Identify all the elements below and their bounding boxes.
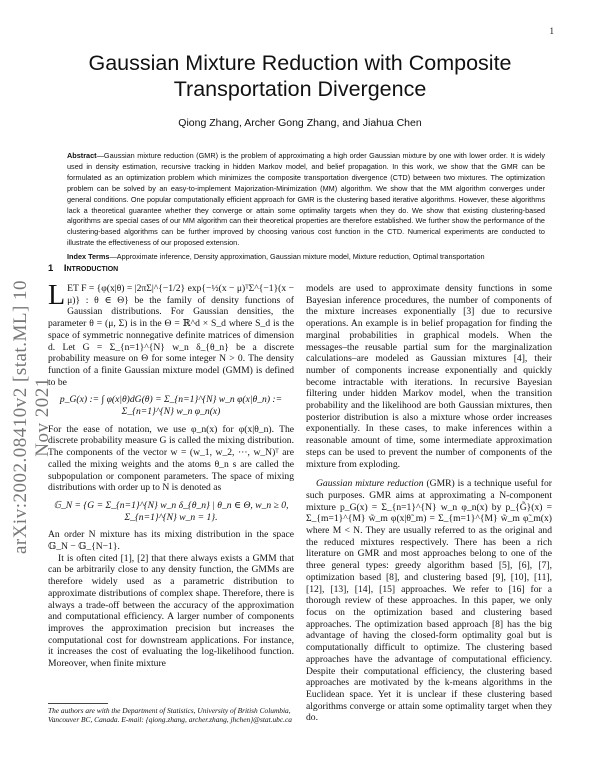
section-number: 1 xyxy=(48,263,54,274)
equation-gmm-density: p_G(x) := ∫ φ(x|θ)dG(θ) = Σ_{n=1}^{N} w_n φ(x|θ_n) := Σ_{n=1}^{N} w_n φ_n(x) xyxy=(59,394,283,418)
intro-paragraph-1 xyxy=(48,280,294,388)
author-footnote: The authors are with the Department of Statistics, University of British Columbia, Vancouver BC, Canada. E-mail: {qiong.zhang, archer.zhang, jhchen}@stat.ubc.ca xyxy=(48,706,292,725)
left-column xyxy=(48,280,294,670)
intro-paragraph-4: It is often cited [1], [2] that there always exists a GMM that can be arbitrarily close to any density function, the GMMs are therefore widely used as a parametric distribution to approximate distributions of complex shape. Therefore, there is always a trade-off between the accuracy of the approximation and computational efficiency. A larger number of components improves the approximation precision but increases the computational cost for downstream applications. For instance, it increases the cost of evaluating the log-likelihood function. Moreover, when finite mixture xyxy=(48,552,294,670)
paper-title xyxy=(40,50,560,102)
equation-mixing-space: 𝔾_N = {G = Σ_{n=1}^{N} w_n δ_{θ_n} | θ_n ∈ Θ, w_n ≥ 0, Σ_{n=1}^{N} w_n = 1}. xyxy=(53,499,289,523)
arxiv-stamp: arXiv:2002.08410v2 [stat.ML] 10 Nov 2021 xyxy=(10,279,53,555)
authors: Qiong Zhang, Archer Gong Zhang, and Jiahua Chen xyxy=(178,117,422,129)
page-number: 1 xyxy=(549,26,554,36)
index-terms-label: Index Terms xyxy=(67,252,110,261)
intro-p6-text: (GMR) is a technique useful for such purposes. GMR aims at approximating a N-component mixture p_G(x) = Σ_{n=1}^{N} w_n φ_n(x) by p_{G̃}(x) = Σ_{m=1}^{M} w̃_m φ(x|θ̃_m) = Σ_{m=1}^{M} w̃_m φ̃_m(x) where M < N. They are usually referred to as the original and the reduced mixtures respectively. There has been a rich literature on GMR and most approaches belong to one of the three general types: greedy algorithm based [5], [6], [7], optimization based [8], and clustering based [9], [10], [11], [12], [13], [14], [15] approaches. We refer to [16] for a thorough review of these approaches. In this paper, we only focus on the optimization based and clustering based approaches. The optimization based approach [8] has the big advantage of having the closed-form optimality goal but is computationally difficult to optimize. The clustering based approaches have the advantage of computational efficiency. Despite their computational efficiency, the clustering based approaches are motivated by the k-means algorithms in the Euclidean space. Yet it is unclear if these clustering based algorithms converge or attain some optimality target when they do. xyxy=(306,478,552,724)
intro-paragraph-6 xyxy=(306,478,552,724)
intro-paragraph-5: models are used to approximate density functions in some Bayesian inference procedures, the number of components of the mixture increases exponentially [3] due to recursive operations. An example is in belief propagation for finding the marginal probabilities in graphical models. When the messages–the reusable partial sum for the marginalization calculations–are modeled as Gaussian mixtures [4], their number of components increase exponentially and quickly become intractable with iterations. In recursive Bayesian filtering under hidden Markov model, when the transition probability and the likelihood are both Gaussian mixtures, then posterior distribution is also a mixture whose order increases exponentially. In these cases, to make inferences within a reasonable amount of time, some intermediate approximation steps can be used to prevent the number of components of the mixture from exploding. xyxy=(306,283,552,470)
intro-p1-text: ET F = {φ(x|θ) = |2πΣ|^{−1/2} exp{−½(x − μ)ᵀΣ^{−1}(x − μ)} : θ ∈ Θ} be the family of density functions of Gaussian distributions. For Gaussian densities, the parameter θ = (μ, Σ) is in the Θ = ℝ^d × S_d where S_d is the space of symmetric nonnegative definite matrices of dimension d. Let G = Σ_{n=1}^{N} w_n δ_{θ_n} be a discrete probability measure on Θ for some integer N > 0. The density function of a finite Gaussian mixture model (GMM) is defined to be xyxy=(48,283,294,388)
abstract-text: —Gaussian mixture reduction (GMR) is the problem of approximating a high order Gaussian mixture by one with lower order. It is widely used in density estimation, recursive tracking in hidden Markov model, and belief propagation. In this work, we show that the GMR can be formulated as an optimization problem which minimizes the composite transportation divergence (CTD) between two mixtures. The optimization problem can be solved by an easy-to-implement Majorization-Minimization (MM) algorithm. We show that the MM algorithm converges under general conditions. One popular computationally efficient approach for GMR is the clustering based iterative algorithms. However, these algorithms lack a theoretical guarantee whether they converge or attain some optimality targets when they do. We show that existing clustering-based algorithms are special cases of our MM algorithm can their theoretical properties are therefore established. We further show the performance of the clustering-based algorithms can be further improved by choosing various cost function in the CTD. Numerical experiments are conducted to illustrate the effectiveness of our proposed extension. xyxy=(67,151,545,248)
abstract xyxy=(67,151,545,249)
right-column xyxy=(306,283,552,724)
section-heading xyxy=(48,263,118,274)
section-title: Introduction xyxy=(63,263,119,274)
dropcap-letter: L xyxy=(48,280,66,311)
intro-paragraph-3: An order N mixture has its mixing distribution in the space 𝔾_N − 𝔾_{N−1}. xyxy=(48,529,294,553)
title-line-1: Gaussian Mixture Reduction with Composite xyxy=(88,51,512,75)
abstract-label: Abstract xyxy=(67,151,97,160)
intro-paragraph-2: For the ease of notation, we use φ_n(x) for φ(x|θ_n). The discrete probability measure G is called the mixing distribution. The components of the vector w = (w_1, w_2, ···, w_N)ᵀ are called the mixing weights and the atoms θ_n s are called the subpopulation or component parameters. The space of mixing distributions with order up to N is denoted as xyxy=(48,423,294,494)
title-line-2: Transportation Divergence xyxy=(173,77,427,101)
gmr-term: Gaussian mixture reduction xyxy=(316,478,424,490)
index-terms xyxy=(67,252,545,263)
footnote-rule xyxy=(48,703,108,704)
index-terms-text: —Approximate inference, Density approximation, Gaussian mixture model, Mixture reduction, Optimal transportation xyxy=(109,252,485,261)
